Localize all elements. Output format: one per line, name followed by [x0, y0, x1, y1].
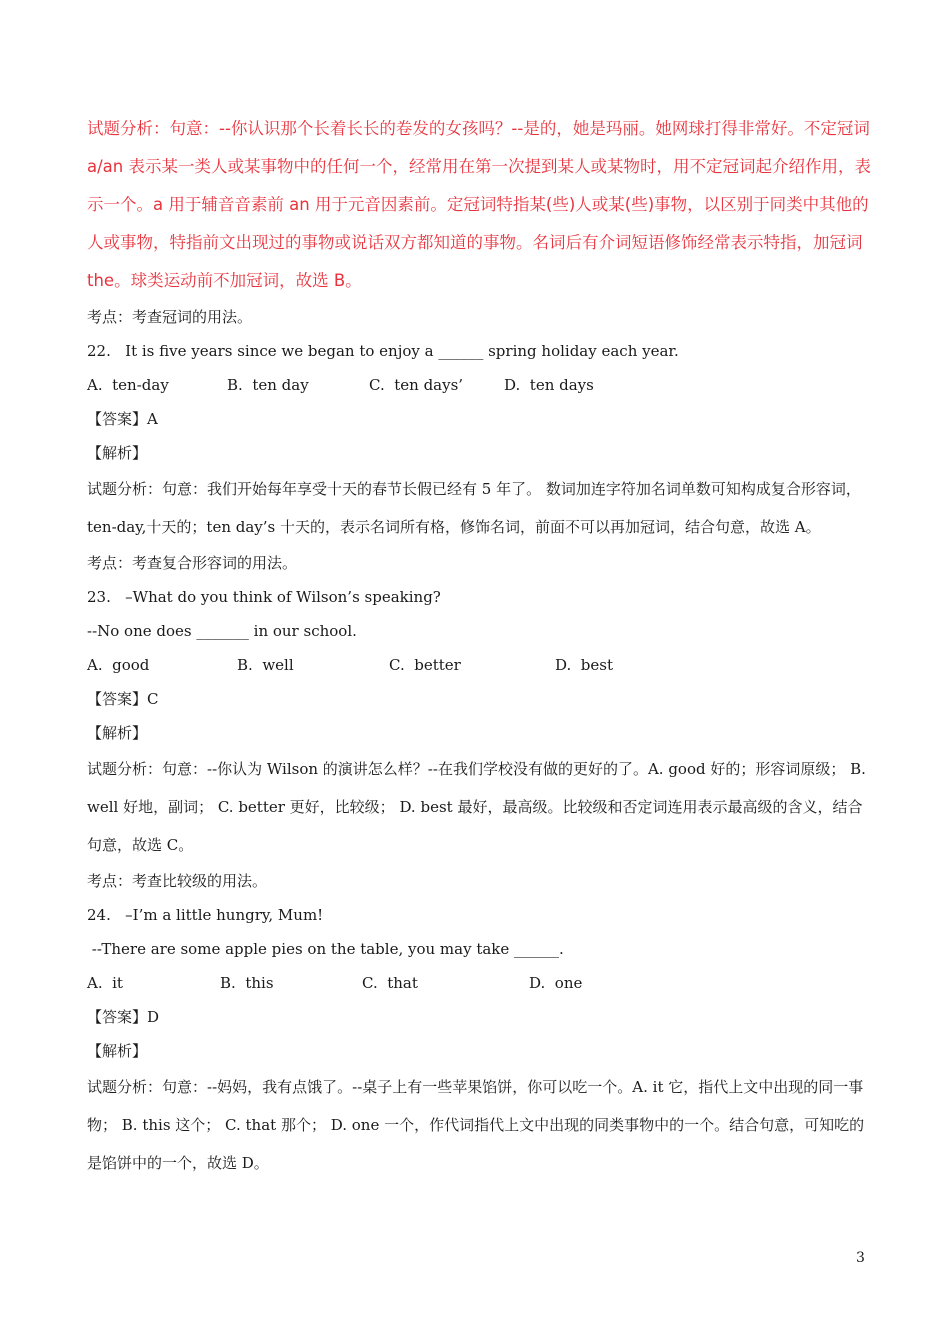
option-b: B. ten day	[227, 376, 309, 394]
document-page	[87, 110, 877, 1182]
option-a: A. good	[87, 656, 150, 674]
question-stem: 24. –I’m a little hungry, Mum!	[87, 906, 324, 924]
option-a: A. it	[87, 974, 123, 992]
question-stem: 23. –What do you think of Wilson’s speaking?	[87, 588, 441, 606]
analysis-text: 试题分析：句意：我们开始每年享受十天的春节长假已经有 5 年了。 数词加连字符加名词单数可知构成复合形容词，ten-day,十天的；ten day’s 十天的，表示名词所有格，修饰名词，前面不可以再加冠词，结合句意，故选 A。	[87, 480, 861, 536]
question-options	[87, 966, 877, 1000]
analysis-text: 试题分析：句意：--妈妈，我有点饿了。--桌子上有一些苹果馅饼，你可以吃一个。A. it 它，指代上文中出现的同一事物； B. this 这个； C. that 那个； D. one 一个，作代词指代上文中出现的同类事物中的一个。结合句意，可知吃的是馅饼中的一个，故选 D。	[87, 1078, 865, 1172]
option-d: D. ten days	[504, 376, 594, 394]
answer: 【答案】A	[87, 410, 158, 428]
answer: 【答案】D	[87, 1008, 160, 1026]
intro-point: 考点：考查冠词的用法。	[87, 308, 253, 326]
question-stem: 22. It is five years since we began to enjoy a ______ spring holiday each year.	[87, 342, 679, 360]
analysis-label: 【解析】	[87, 1042, 148, 1060]
option-d: D. best	[555, 656, 614, 674]
option-c: C. ten days’	[369, 376, 464, 394]
analysis-label: 【解析】	[87, 724, 148, 742]
option-d: D. one	[529, 974, 583, 992]
knowledge-point: 考点：考查复合形容词的用法。	[87, 554, 298, 572]
analysis-text: 试题分析：句意：--你认为 Wilson 的演讲怎么样？--在我们学校没有做的更好的了。A. good 好的；形容词原级； B. well 好地，副词； C. better 更好，比较级； D. best 最好，最高级。比较级和否定词连用表示最高级的含义，结合句意，故选 C。	[87, 760, 866, 854]
option-c: C. that	[362, 974, 418, 992]
page-number: 3	[856, 1250, 865, 1266]
option-c: C. better	[389, 656, 461, 674]
analysis-label: 【解析】	[87, 444, 148, 462]
question-options	[87, 648, 877, 682]
intro-analysis: 试题分析：句意：--你认识那个长着长长的卷发的女孩吗？--是的，她是玛丽。她网球打得非常好。不定冠词 a/an 表示某一类人或某事物中的任何一个，经常用在第一次提到某人或某物时，用不定冠词起介绍作用，表示一个。a 用于辅音音素前 an 用于元音因素前。定冠词特指某(些)人或某(些)事物，以区别于同类中其他的人或事物，特指前文出现过的事物或说话双方都知道的事物。名词后有介词短语修饰经常表示特指，加冠词 the。球类运动前不加冠词，故选 B。	[87, 119, 871, 290]
question-22	[87, 334, 877, 580]
question-24	[87, 898, 877, 1182]
question-23	[87, 580, 877, 898]
question-stem-line2: --There are some apple pies on the table, you may take ______.	[87, 940, 564, 958]
knowledge-point: 考点：考查比较级的用法。	[87, 872, 268, 890]
option-a: A. ten-day	[87, 376, 169, 394]
option-b: B. this	[220, 974, 274, 992]
answer: 【答案】C	[87, 690, 159, 708]
question-options	[87, 368, 877, 402]
option-b: B. well	[237, 656, 294, 674]
question-stem-line2: --No one does _______ in our school.	[87, 622, 357, 640]
